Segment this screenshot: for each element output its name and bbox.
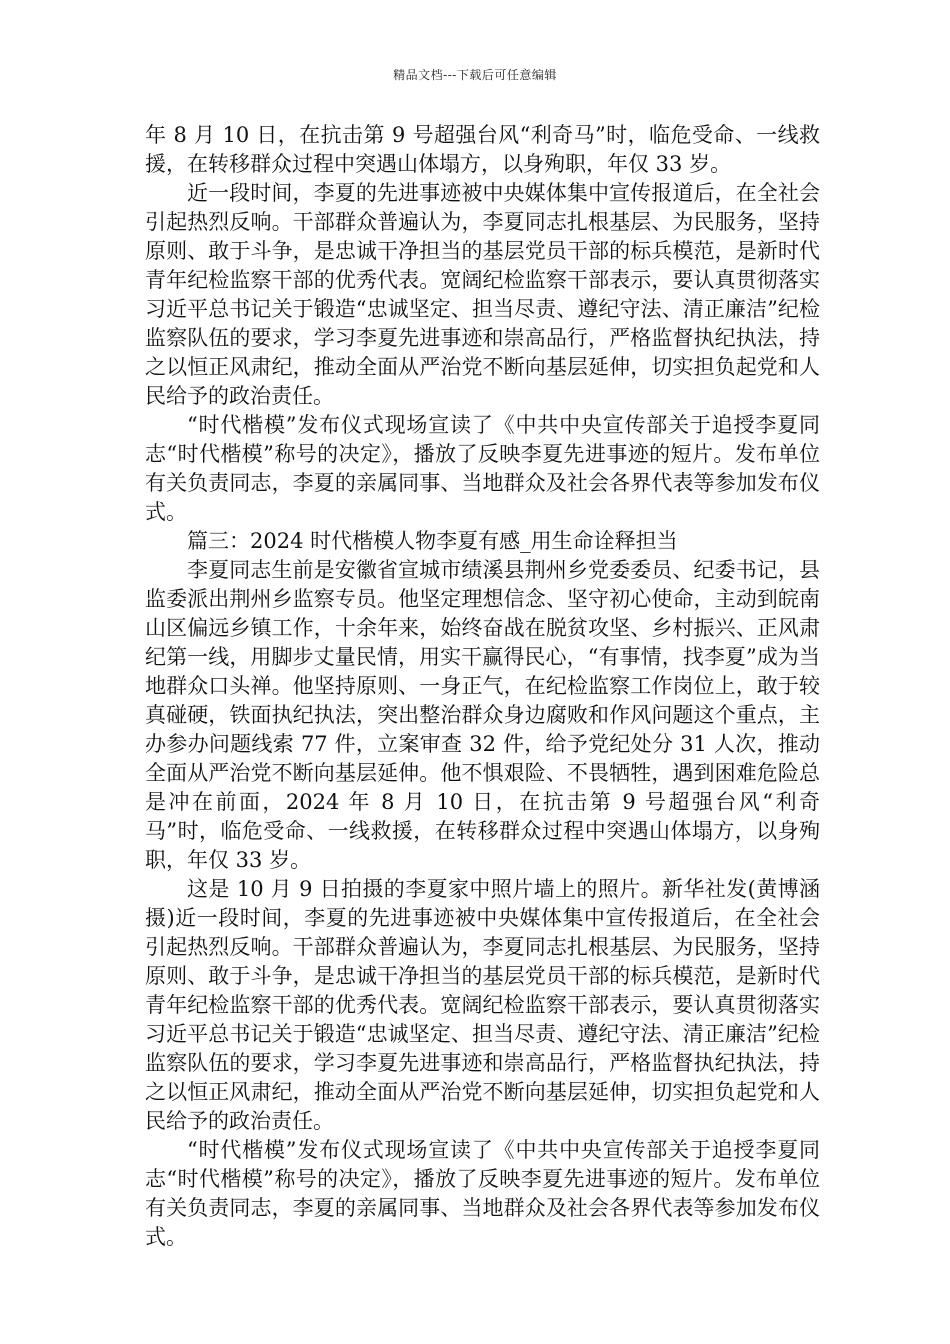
section-heading: 篇三：2024 时代楷模人物李夏有感_用生命诠释担当 xyxy=(187,529,678,553)
paragraph-6: “时代楷模”发布仪式现场宣读了《中共中央宣传部关于追授李夏同志“时代楷模”称号的决定》，播放了反映李夏先进事迹的短片。发布单位有关负责同志，李夏的亲属同事、当地群众及社会各界代表等参加发布仪式。 xyxy=(145,1138,820,1249)
paragraph-4: 李夏同志生前是安徽省宣城市绩溪县荆州乡党委委员、纪委书记，县监委派出荆州乡监察专员。他坚定理想信念、坚守初心使命，主动到皖南山区偏远乡镇工作，十余年来，始终奋战在脱贫攻坚、乡村振兴、正风肃纪第一线，用脚步丈量民情，用实干赢得民心，“有事情，找李夏”成为当地群众口头禅。他坚持原则、一身正气，在纪检监察工作岗位上，敢于较真碰硬，铁面执纪执法，突出整治群众身边腐败和作风问题这个重点，主办参办问题线索 77 件，立案审查 32 件，给予党纪处分 31 人次，推动全面从严治党不断向基层延伸。他不惧艰险、不畏牺牲，遇到困难危险总是冲在前面，2024 年 8 月 10 日，在抗击第 9 号超强台风“利奇马”时，临危受命、一线救援，在转移群众过程中突遇山体塌方，以身殉职，年仅 33 岁。 xyxy=(145,558,820,872)
document-body xyxy=(145,121,820,1252)
paragraph-5: 这是 10 月 9 日拍摄的李夏家中照片墙上的照片。新华社发(黄博涵 摄)近一段时间，李夏的先进事迹被中央媒体集中宣传报道后，在全社会引起热烈反响。干部群众普遍认为，李夏同志扎根基层、为民服务，坚持原则、敢于斗争，是忠诚干净担当的基层党员干部的标兵模范，是新时代青年纪检监察干部的优秀代表。宽阔纪检监察干部表示，要认真贯彻落实习近平总书记关于锻造“忠诚坚定、担当尽责、遵纪守法、清正廉洁”纪检监察队伍的要求，学习李夏先进事迹和崇高品行，严格监督执纪执法，持之以恒正风肃纪，推动全面从严治党不断向基层延伸，切实担负起党和人民给予的政治责任。 xyxy=(145,877,820,1133)
paragraph-3: “时代楷模”发布仪式现场宣读了《中共中央宣传部关于追授李夏同志“时代楷模”称号的决定》，播放了反映李夏先进事迹的短片。发布单位有关负责同志，李夏的亲属同事、当地群众及社会各界代表等参加发布仪式。 xyxy=(145,413,820,524)
paragraph-2: 近一段时间，李夏的先进事迹被中央媒体集中宣传报道后，在全社会引起热烈反响。干部群众普遍认为，李夏同志扎根基层、为民服务，坚持原则、敢于斗争，是忠诚干净担当的基层党员干部的标兵模范，是新时代青年纪检监察干部的优秀代表。宽阔纪检监察干部表示，要认真贯彻落实习近平总书记关于锻造“忠诚坚定、担当尽责、遵纪守法、清正廉洁”纪检监察队伍的要求，学习李夏先进事迹和崇高品行，严格监督执纪执法，持之以恒正风肃纪，推动全面从严治党不断向基层延伸，切实担负起党和人民给予的政治责任。 xyxy=(145,181,820,408)
page-header: 精品文档---下载后可任意编辑 xyxy=(393,68,557,82)
paragraph-1: 年 8 月 10 日，在抗击第 9 号超强台风“利奇马”时，临危受命、一线救援，在转移群众过程中突遇山体塌方，以身殉职，年仅 33 岁。 xyxy=(145,123,820,176)
